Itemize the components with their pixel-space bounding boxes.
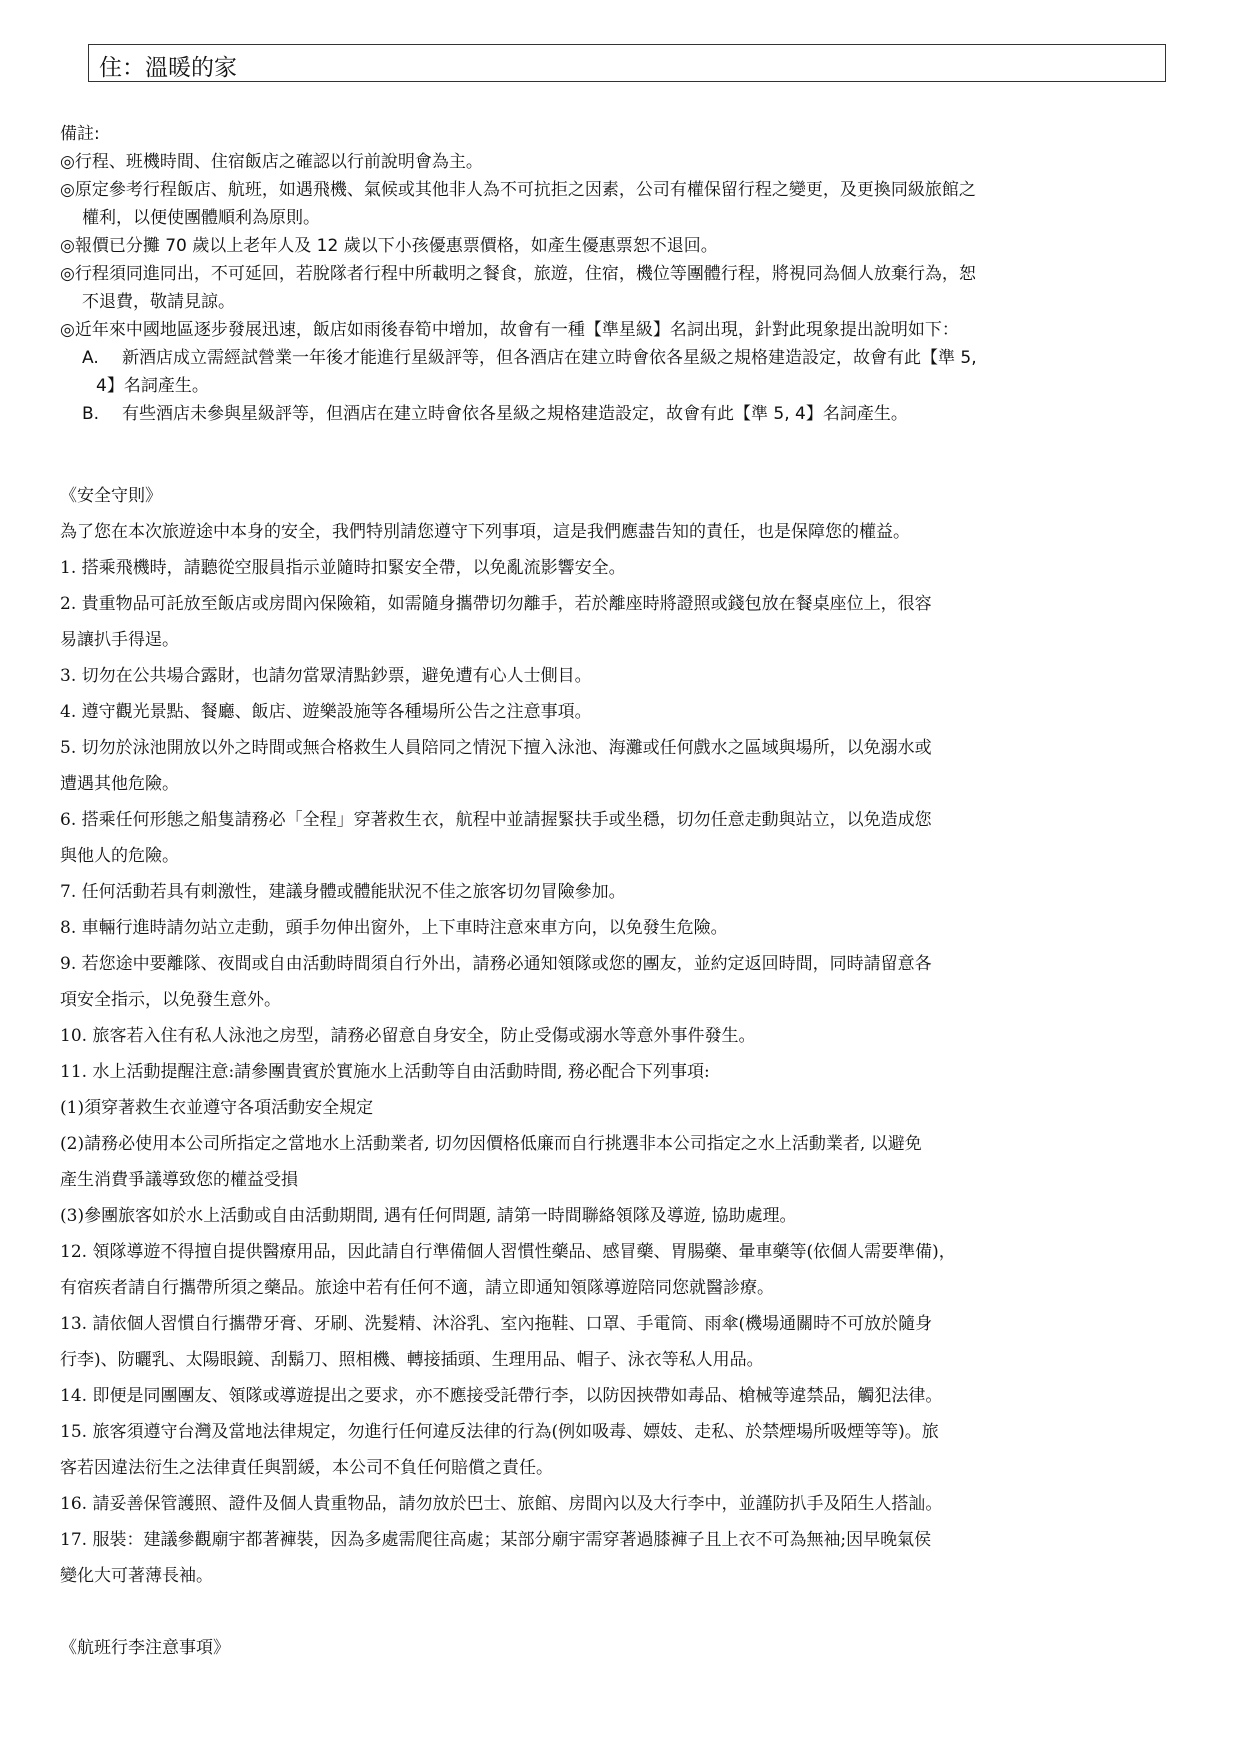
safety-rule-line: 13. 請依個人習慣自行攜帶牙膏、牙刷、洗髮精、沐浴乳、室內拖鞋、口罩、手電筒、雨傘(機場通關時不可放於隨身 xyxy=(60,1314,933,1334)
safety-rule-line: 8. 車輛行進時請勿站立走動，頭手勿伸出窗外，上下車時注意來車方向，以免發生危險。 xyxy=(60,918,728,938)
safety-rule-line: 17. 服裝：建議參觀廟宇都著褲裝，因為多處需爬往高處；某部分廟宇需穿著過膝褲子且上衣不可為無袖;因早晚氣侯 xyxy=(60,1530,932,1550)
safety-rule-line: 11. 水上活動提醒注意:請參團貴賓於實施水上活動等自由活動時間, 務必配合下列事項: xyxy=(60,1062,710,1082)
safety-rules-section xyxy=(60,478,1182,1666)
safety-rule-line: 10. 旅客若入住有私人泳池之房型，請務必留意自身安全，防止受傷或溺水等意外事件發生。 xyxy=(60,1026,756,1046)
subitem-a-label: A. xyxy=(82,348,99,368)
safety-rule-line: 產生消費爭議導致您的權益受損 xyxy=(60,1170,298,1190)
remark-item: ◎行程、班機時間、住宿飯店之確認以行前說明會為主。 xyxy=(60,152,483,172)
subitem-b-label: B. xyxy=(82,404,100,424)
safety-rule-line: 6. 搭乘任何形態之船隻請務必「全程」穿著救生衣，航程中並請握緊扶手或坐穩，切勿任意走動與站立，以免造成您 xyxy=(60,810,932,830)
subitem-b-text: 有些酒店未參與星級評等，但酒店在建立時會依各星級之規格建造設定，故會有此【準 5, 4】名詞產生。 xyxy=(122,404,908,424)
safety-rule-line: 14. 即便是同團團友、領隊或導遊提出之要求，亦不應接受託帶行李，以防因挾帶如毒品、槍械等違禁品，觸犯法律。 xyxy=(60,1386,943,1406)
section-title: 住：溫暖的家 xyxy=(99,55,237,81)
remarks-section xyxy=(60,120,1182,428)
safety-rule-line: 變化大可著薄長袖。 xyxy=(60,1566,213,1586)
safety-lines xyxy=(60,514,1182,1594)
safety-rule-line: (2)請務必使用本公司所指定之當地水上活動業者, 切勿因價格低廉而自行挑選非本公司指定之水上活動業者, 以避免 xyxy=(60,1134,922,1154)
safety-rule-line: 4. 遵守觀光景點、餐廳、飯店、遊樂設施等各種場所公告之注意事項。 xyxy=(60,702,592,722)
remark-subitem-a xyxy=(60,344,1182,372)
remark-subitem-b xyxy=(60,400,1182,428)
safety-rule-line: 遭遇其他危險。 xyxy=(60,774,179,794)
remark-item-continued: 權利，以便使團體順利為原則。 xyxy=(82,208,320,228)
safety-rule-line: 行李)、防曬乳、太陽眼鏡、刮鬍刀、照相機、轉接插頭、生理用品、帽子、泳衣等私人用品。 xyxy=(60,1350,764,1370)
safety-rule-line: 2. 貴重物品可託放至飯店或房間內保險箱，如需隨身攜帶切勿離手，若於離座時將證照或錢包放在餐桌座位上，很容 xyxy=(60,594,932,614)
remarks-label: 備註: xyxy=(60,124,100,144)
safety-rule-line: 與他人的危險。 xyxy=(60,846,179,866)
safety-rule-line: 有宿疾者請自行攜帶所須之藥品。旅途中若有任何不適，請立即通知領隊導遊陪同您就醫診療。 xyxy=(60,1278,774,1298)
section-title-box xyxy=(88,44,1166,82)
remark-subitem-a-continued: 4】名詞產生。 xyxy=(96,376,209,396)
safety-rule-line: 客若因違法衍生之法律責任與罰緩，本公司不負任何賠償之責任。 xyxy=(60,1458,553,1478)
safety-heading: 《安全守則》 xyxy=(60,486,162,506)
safety-rule-line: 5. 切勿於泳池開放以外之時間或無合格救生人員陪同之情況下擅入泳池、海灘或任何戲水之區域與場所，以免溺水或 xyxy=(60,738,932,758)
remark-item: ◎近年來中國地區逐步發展迅速，飯店如雨後春筍中增加，故會有一種【準星級】名詞出現，針對此現象提出說明如下： xyxy=(60,320,959,340)
safety-rule-line: 為了您在本次旅遊途中本身的安全，我們特別請您遵守下列事項，這是我們應盡告知的責任，也是保障您的權益。 xyxy=(60,522,910,542)
safety-rule-line: 項安全指示，以免發生意外。 xyxy=(60,990,281,1010)
safety-rule-line: 7. 任何活動若具有刺激性，建議身體或體能狀況不佳之旅客切勿冒險參加。 xyxy=(60,882,626,902)
remark-item: ◎行程須同進同出，不可延回，若脫隊者行程中所載明之餐食，旅遊，住宿，機位等團體行程，將視同為個人放棄行為，恕 xyxy=(60,264,976,284)
safety-rule-line: 16. 請妥善保管護照、證件及個人貴重物品，請勿放於巴士、旅館、房間內以及大行李中，並謹防扒手及陌生人搭訕。 xyxy=(60,1494,943,1514)
subitem-a-text: 新酒店成立需經試營業一年後才能進行星級評等，但各酒店在建立時會依各星級之規格建造設定，故會有此【準 5, xyxy=(122,348,977,368)
remark-item-continued: 不退費，敬請見諒。 xyxy=(82,292,235,312)
safety-rule-line: (1)須穿著救生衣並遵守各項活動安全規定 xyxy=(60,1098,374,1118)
safety-rule-line: 12. 領隊導遊不得擅自提供醫療用品，因此請自行準備個人習慣性藥品、感冒藥、胃腸藥、暈車藥等(依個人需要準備)， xyxy=(60,1242,956,1262)
safety-rule-line: 1. 搭乘飛機時，請聽從空服員指示並隨時扣緊安全帶，以免亂流影響安全。 xyxy=(60,558,626,578)
safety-rule-line: (3)參團旅客如於水上活動或自由活動期間, 遇有任何問題, 請第一時間聯絡領隊及導遊, 協助處理。 xyxy=(60,1206,797,1226)
safety-rule-line: 9. 若您途中要離隊、夜間或自由活動時間須自行外出，請務必通知領隊或您的團友，並約定返回時間，同時請留意各 xyxy=(60,954,932,974)
safety-rule-line: 3. 切勿在公共場合露財，也請勿當眾清點鈔票，避免遭有心人士側目。 xyxy=(60,666,592,686)
flight-baggage-heading: 《航班行李注意事項》 xyxy=(60,1638,230,1658)
remark-item: ◎報價已分攤 70 歲以上老年人及 12 歲以下小孩優惠票價格，如產生優惠票恕不退回。 xyxy=(60,236,718,256)
safety-rule-line: 易讓扒手得逞。 xyxy=(60,630,179,650)
safety-rule-line: 15. 旅客須遵守台灣及當地法律規定，勿進行任何違反法律的行為(例如吸毒、嫖妓、走私、於禁煙場所吸煙等等)。旅 xyxy=(60,1422,939,1442)
spacer xyxy=(60,1594,1182,1630)
remark-item: ◎原定參考行程飯店、航班，如遇飛機、氣候或其他非人為不可抗拒之因素，公司有權保留行程之變更，及更換同級旅館之 xyxy=(60,180,976,200)
